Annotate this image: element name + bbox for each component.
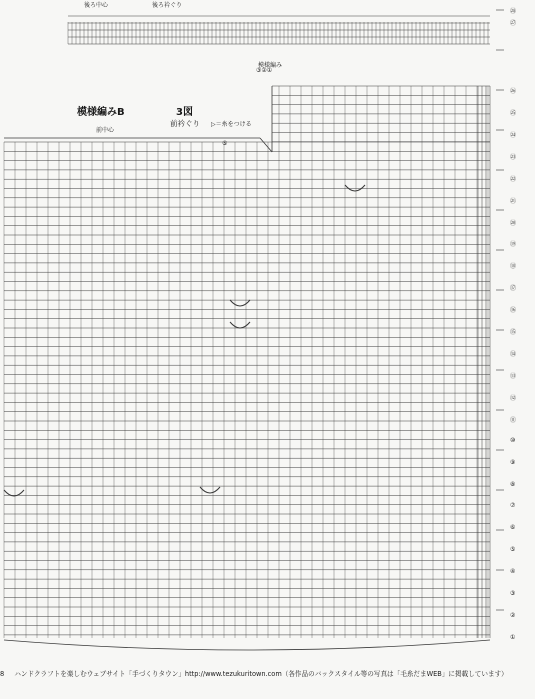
row-number: ㉕ xyxy=(510,109,517,117)
row-number: ① xyxy=(510,634,516,641)
row-number: ㉓ xyxy=(510,153,517,161)
row-number: ⑲ xyxy=(510,241,517,249)
row-number: ② xyxy=(510,612,516,620)
page-footer xyxy=(0,668,535,678)
row-number: ⑤ xyxy=(222,140,228,147)
top-row-marks: ③②① xyxy=(256,67,273,74)
row-number: ⑱ xyxy=(510,263,517,271)
figure-number: 3図 xyxy=(176,107,193,118)
neckline-edge xyxy=(260,138,272,152)
front-center-label: 前中心 xyxy=(96,127,115,134)
pattern-title: 模様編みB xyxy=(77,107,125,118)
bottom-edge xyxy=(4,640,490,650)
row-number: ㉒ xyxy=(510,175,517,183)
footer-text: ハンドクラフトを楽しむウェブサイト「手づくりタウン」http://www.tezukuritown.com（各作品のバックスタイル等の写真は「毛糸だまWEB」に掲載しています） xyxy=(14,670,508,678)
row-number: ㉖ xyxy=(510,88,517,95)
row-number: ⑤ xyxy=(510,546,516,554)
motif-arc xyxy=(230,322,250,328)
row-number: ⑯ xyxy=(510,307,517,315)
back-center-label: 後ろ中心 xyxy=(84,2,109,9)
row-number: ㉑ xyxy=(510,197,517,205)
row-number: ③ xyxy=(510,590,516,598)
row-number: ⑧ xyxy=(510,480,516,488)
page-number: 8 xyxy=(0,670,5,678)
row-number: ㉘ xyxy=(510,8,517,15)
row-number: ④ xyxy=(510,568,516,576)
row-number: ⑬ xyxy=(510,372,517,380)
motif-arc xyxy=(200,487,220,493)
motif-arc xyxy=(345,185,365,191)
row-number: ㉗ xyxy=(510,20,517,27)
attach-yarn-legend: ▷＝糸をつける xyxy=(211,121,252,128)
pattern-label: 模様編み xyxy=(258,62,283,69)
row-number: ⑭ xyxy=(510,351,517,359)
row-number: ⑮ xyxy=(510,329,517,337)
row-number: ㉔ xyxy=(510,131,517,139)
row-number: ⑰ xyxy=(510,285,517,293)
motif-arc xyxy=(230,300,250,306)
back-neckline-label: 後ろ衿ぐり xyxy=(152,2,183,9)
row-number: ⑪ xyxy=(510,416,517,424)
row-number: ⑥ xyxy=(510,524,516,532)
row-number: ⑳ xyxy=(510,219,517,227)
stitch-marks xyxy=(4,185,490,650)
row-number: ⑦ xyxy=(510,502,516,510)
row-number: ⑩ xyxy=(510,436,516,444)
motif-arc xyxy=(4,490,24,496)
row-number: ⑫ xyxy=(510,394,517,402)
front-neckline-label: 前衿ぐり xyxy=(170,119,200,128)
row-number: ⑨ xyxy=(510,458,516,466)
